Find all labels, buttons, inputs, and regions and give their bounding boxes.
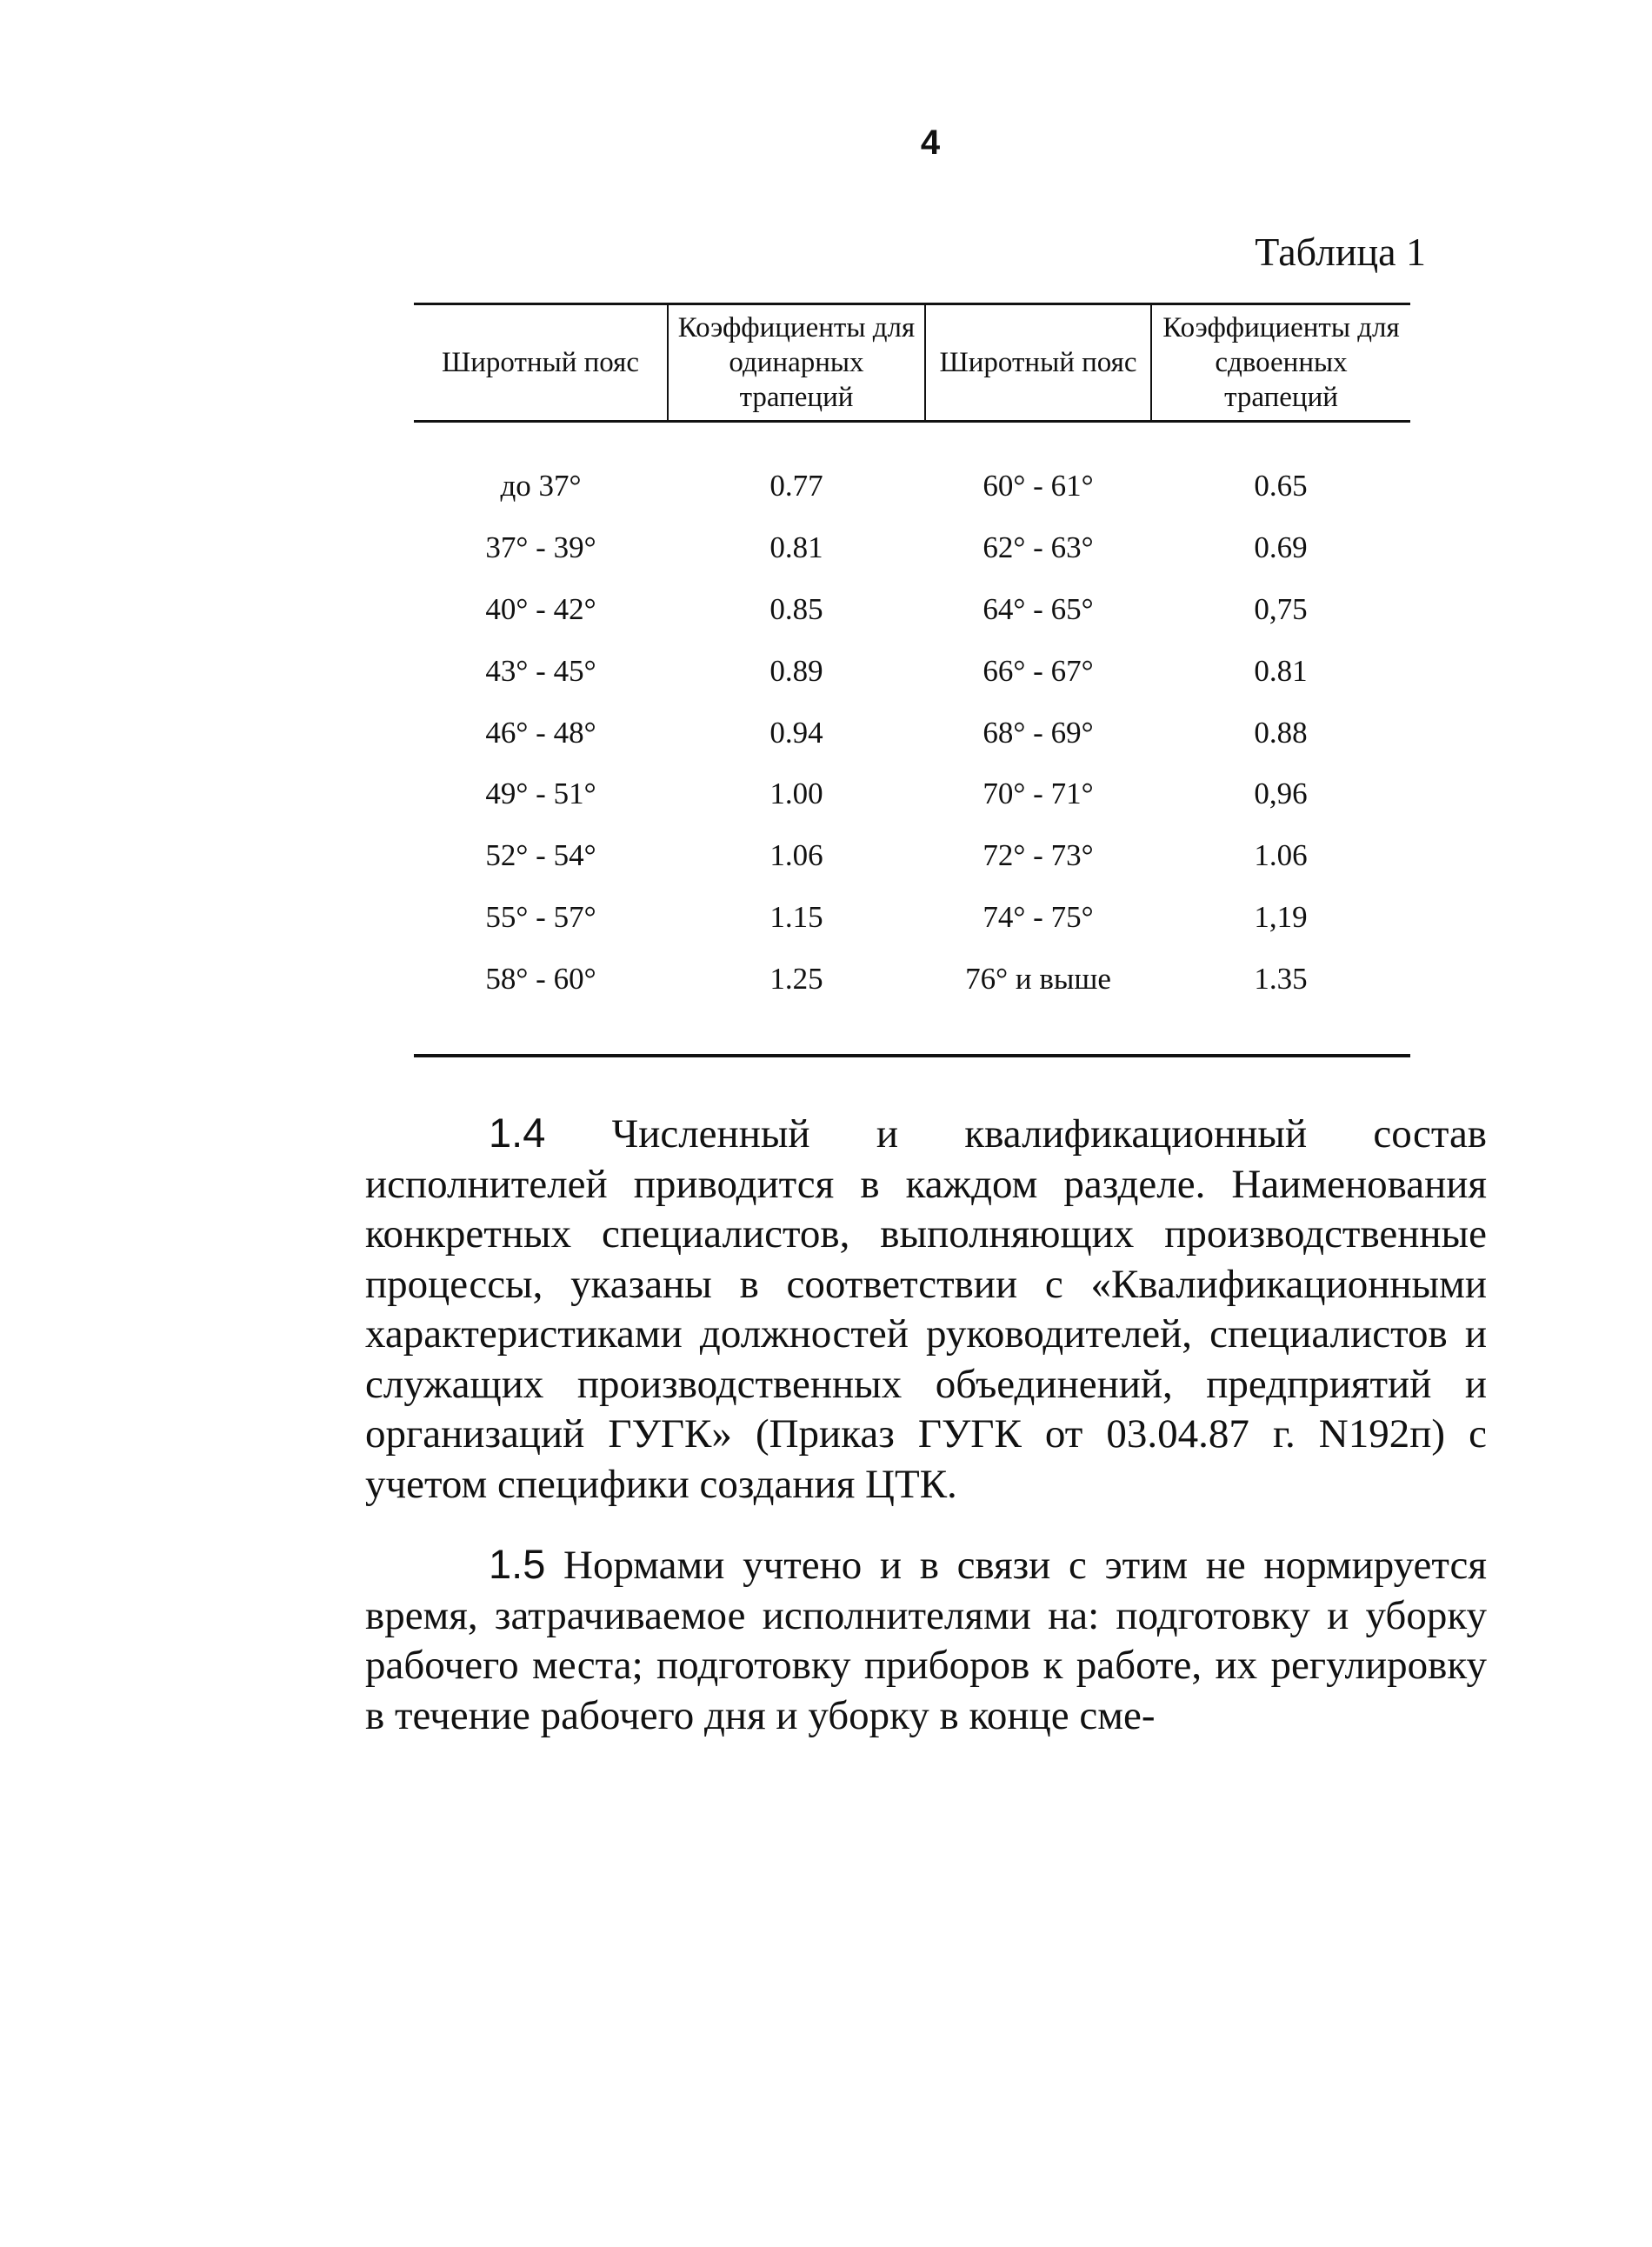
table-row — [414, 887, 1410, 949]
cell-coef-double: 0.69 — [1254, 530, 1308, 565]
paragraph-text: Численный и квалификационный состав исполнителей приводится в каждом разделе. Наименования конкретных специалистов, выполняющих производственные процессы, указаны в соответствии с «Квалификационными характеристиками должностей руководителей, специалистов и служащих производственных объединений, предприятий и организаций ГУГК» (Приказ ГУГК от 03.04.87 г. N192п) с учетом специфики создания ЦТК. — [365, 1111, 1487, 1507]
cell-belt-single: 55° - 57° — [485, 899, 596, 934]
cell-coef-single: 1.00 — [769, 777, 823, 811]
cell-belt-double: 74° - 75° — [983, 899, 1094, 934]
cell-belt-single: 52° - 54° — [485, 838, 596, 873]
table-header — [414, 304, 1410, 422]
header-latitude-belt-double: Широтный пояс — [925, 304, 1151, 422]
cell-belt-single: 40° - 42° — [485, 591, 596, 626]
cell-coef-double: 0,75 — [1254, 591, 1308, 626]
cell-coef-double: 0,96 — [1254, 777, 1308, 811]
table-bottom-rule — [414, 1054, 1410, 1057]
paragraph-text: Нормами учтено и в связи с этим не нормируется время, затрачиваемое исполнителями на: подготовку и уборку рабочего места; подготовку приборов к работе, их регулировку в течение рабочего дня и уборку в конце сме- — [365, 1543, 1487, 1738]
cell-belt-double: 62° - 63° — [983, 530, 1094, 565]
table-caption: Таблица 1 — [1255, 230, 1426, 274]
coefficients-table — [414, 303, 1410, 1010]
header-coef-single: Коэффициенты для одинарных трапеций — [668, 304, 925, 422]
cell-coef-single: 1.06 — [769, 838, 823, 873]
cell-coef-single: 1.25 — [769, 961, 823, 996]
cell-coef-single: 0.94 — [769, 715, 823, 750]
cell-coef-double: 1.06 — [1254, 838, 1308, 873]
table-row — [414, 825, 1410, 887]
cell-belt-double: 66° - 67° — [983, 653, 1094, 688]
cell-coef-single: 0.85 — [769, 591, 823, 626]
cell-belt-single: 58° - 60° — [485, 961, 596, 996]
cell-coef-double: 0.88 — [1254, 715, 1308, 750]
table-body — [414, 422, 1410, 1010]
table-row — [414, 763, 1410, 825]
paragraph-1-4 — [365, 1108, 1487, 1510]
table-row — [414, 517, 1410, 579]
page-number: 4 — [920, 123, 941, 162]
cell-belt-double: 70° - 71° — [983, 777, 1094, 811]
cell-coef-single: 0.89 — [769, 653, 823, 688]
paragraph-1-5 — [365, 1539, 1487, 1741]
table-row — [414, 702, 1410, 763]
cell-coef-double: 1,19 — [1254, 899, 1308, 934]
table-row — [414, 640, 1410, 702]
table-spacer — [414, 422, 1410, 457]
cell-belt-single: 46° - 48° — [485, 715, 596, 750]
table-row — [414, 456, 1410, 517]
table-row — [414, 579, 1410, 641]
coefficients-table-container — [414, 303, 1410, 1010]
cell-coef-double: 0.81 — [1254, 653, 1308, 688]
paragraph-number: 1.4 — [489, 1110, 546, 1156]
cell-belt-double: 68° - 69° — [983, 715, 1094, 750]
cell-belt-single: 37° - 39° — [485, 530, 596, 565]
cell-belt-double: 76° и выше — [965, 961, 1111, 996]
cell-belt-single: 49° - 51° — [485, 777, 596, 811]
cell-coef-double: 0.65 — [1254, 469, 1308, 503]
cell-coef-single: 1.15 — [769, 899, 823, 934]
cell-coef-single: 0.81 — [769, 530, 823, 565]
cell-belt-double: 64° - 65° — [983, 591, 1094, 626]
cell-coef-single: 0.77 — [769, 469, 823, 503]
cell-belt-single: 43° - 45° — [485, 653, 596, 688]
paragraph-number: 1.5 — [489, 1541, 546, 1587]
cell-coef-double: 1.35 — [1254, 961, 1308, 996]
cell-belt-double: 60° - 61° — [983, 469, 1094, 503]
header-coef-double: Коэффициенты для сдвоенных трапеций — [1151, 304, 1410, 422]
header-latitude-belt-single: Широтный пояс — [414, 304, 668, 422]
table-header-row — [414, 304, 1410, 422]
table-row — [414, 948, 1410, 1010]
cell-belt-double: 72° - 73° — [983, 838, 1094, 873]
cell-belt-single: до 37° — [500, 469, 582, 503]
